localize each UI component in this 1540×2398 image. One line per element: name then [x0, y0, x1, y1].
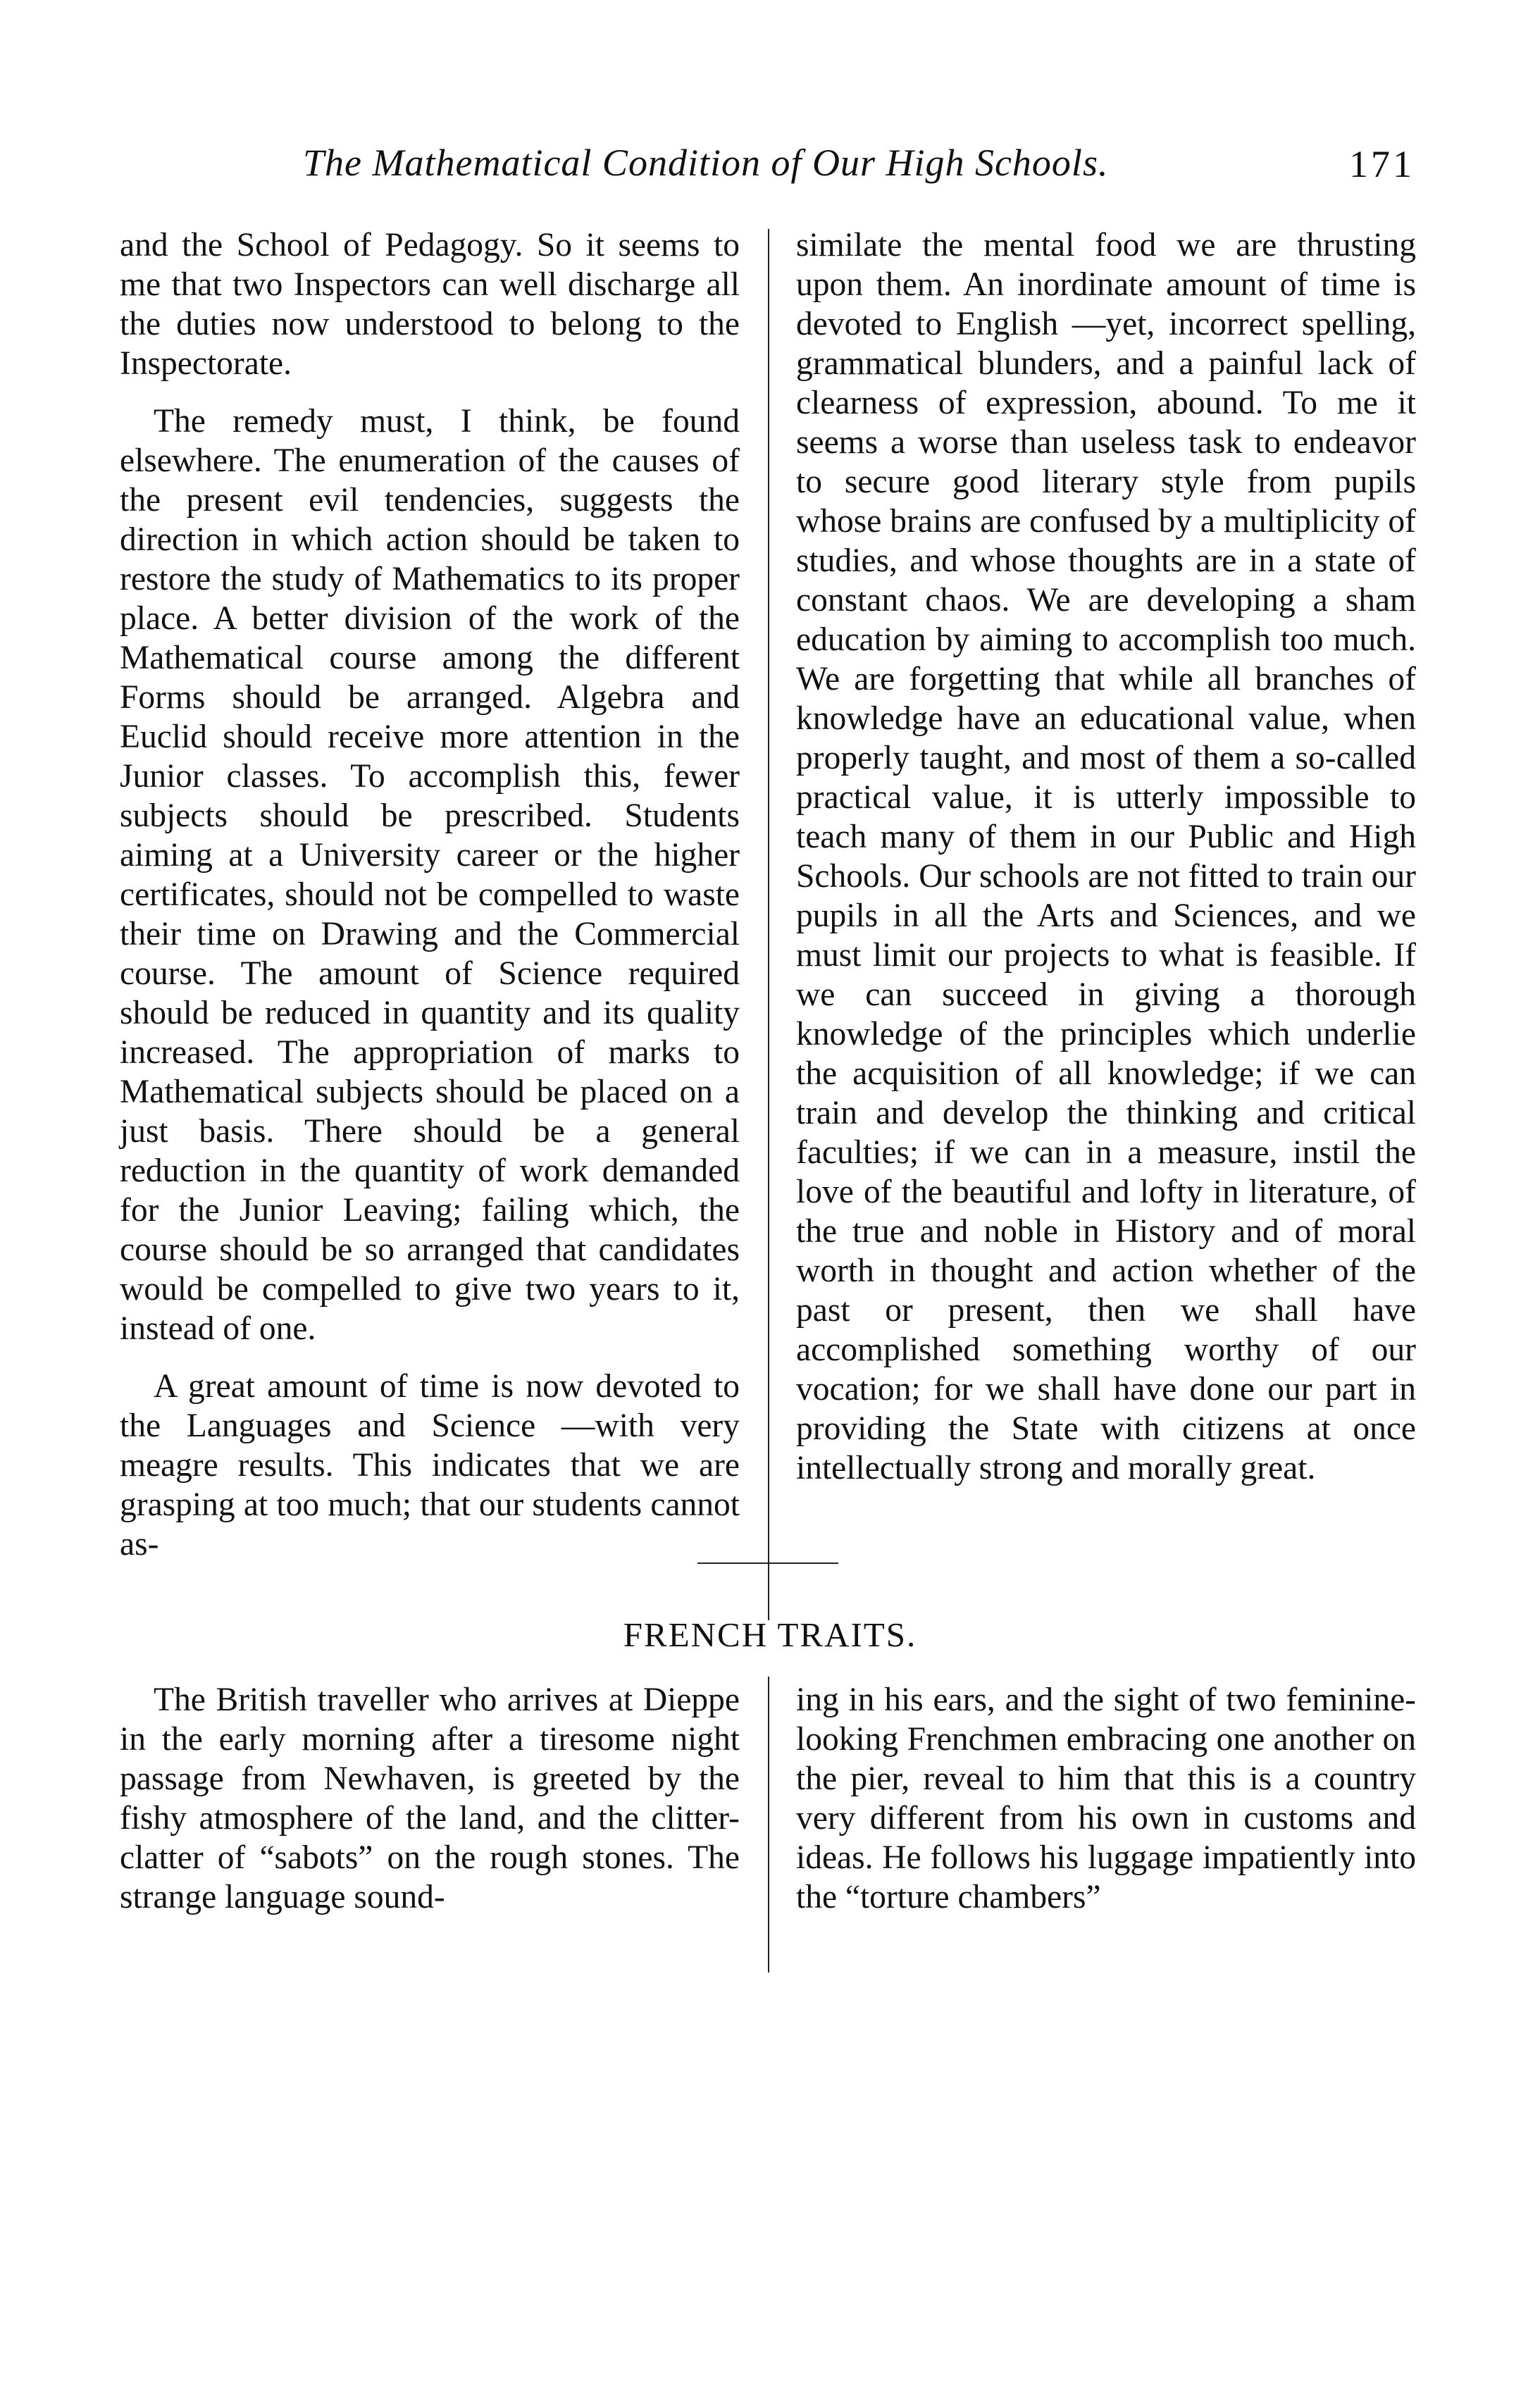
page-number: 171 — [1349, 143, 1415, 185]
paragraph: The remedy must, I think, be found elsewhere. The enumeration of the causes of the present evil tendencies, suggests the direction in which action should be taken to restore the study of Mathematics to its proper place. A better division of the work of the Mathematical course among the different Forms should be arranged. Algebra and Euclid should receive more attention in the Junior classes. To accomplish this, fewer subjects should be prescribed. Students aiming at a University career or the higher certificates, should not be compelled to waste their time on Drawing and the Commercial course. The amount of Science required should be reduced in quantity and its quality increased. The appropriation of marks to Mathematical subjects should be placed on a just basis. There should be a general reduction in the quantity of work demanded for the Junior Leaving; failing which, the course should be so arranged that candidates would be compelled to give two years to it, instead of one. — [120, 403, 740, 1347]
paragraph: similate the mental food we are thrusting upon them. An inordinate amount of time is devoted to English —yet, incorrect spelling, grammatical blunders, and a painful lack of clearness of expression, abound. To me it seems a worse than useless task to endeavor to secure good literary style from pupils whose brains are confused by a multiplicity of studies, and whose thoughts are in a state of constant chaos. We are developing a sham education by aiming to accomplish too much. We are forgetting that while all branches of knowledge have an educational value, when properly taught, and most of them a so-called practical value, it is utterly impossible to teach many of them in our Public and High Schools. Our schools are not fitted to train our pupils in all the Arts and Sciences, and we must limit our projects to what is feasible. If we can succeed in giving a thorough knowledge of the principles which underlie the acquisition of all knowledge; if we can train and develop the thinking and critical faculties; if we can in a measure, instil the love of the beautiful and lofty in literature, of the true and noble in History and of moral worth in thought and action whether of the past or present, then we shall have accomplished something worthy of our vocation; for we shall have done our part in providing the State with citizens at once intellectually strong and morally great. — [796, 227, 1416, 1486]
article-one-right-column — [796, 225, 1416, 1488]
paragraph: A great amount of time is now devoted to the Languages and Science —with very meagre results. This indicates that we are grasping at too much; that our students cannot as- — [120, 1368, 740, 1563]
article-two-left-column — [120, 1680, 740, 1917]
paragraph: and the School of Pedagogy. So it seems to me that two Inspectors can well discharge all the duties now understood to belong to the Inspectorate. — [120, 227, 740, 382]
column-divider — [768, 229, 769, 1620]
section-heading: FRENCH TRAITS. — [623, 1615, 917, 1654]
article-one-left-column — [120, 225, 740, 1564]
paragraph: The British traveller who arrives at Dieppe in the early morning after a tiresome night passage from Newhaven, is greeted by the fishy atmosphere of the land, and the clitter-clatter of “sabots” on the rough stones. The strange language sound- — [120, 1682, 740, 1915]
column-divider — [768, 1677, 769, 1973]
section-divider — [697, 1563, 838, 1564]
paragraph: ing in his ears, and the sight of two feminine-looking Frenchmen embracing one another on the pier, reveal to him that this is a country very different from his own in customs and ideas. He follows his luggage impatiently into the “torture chambers” — [796, 1682, 1416, 1915]
running-title: The Mathematical Condition of Our High Schools. — [303, 142, 1109, 184]
article-two-right-column — [796, 1680, 1416, 1917]
